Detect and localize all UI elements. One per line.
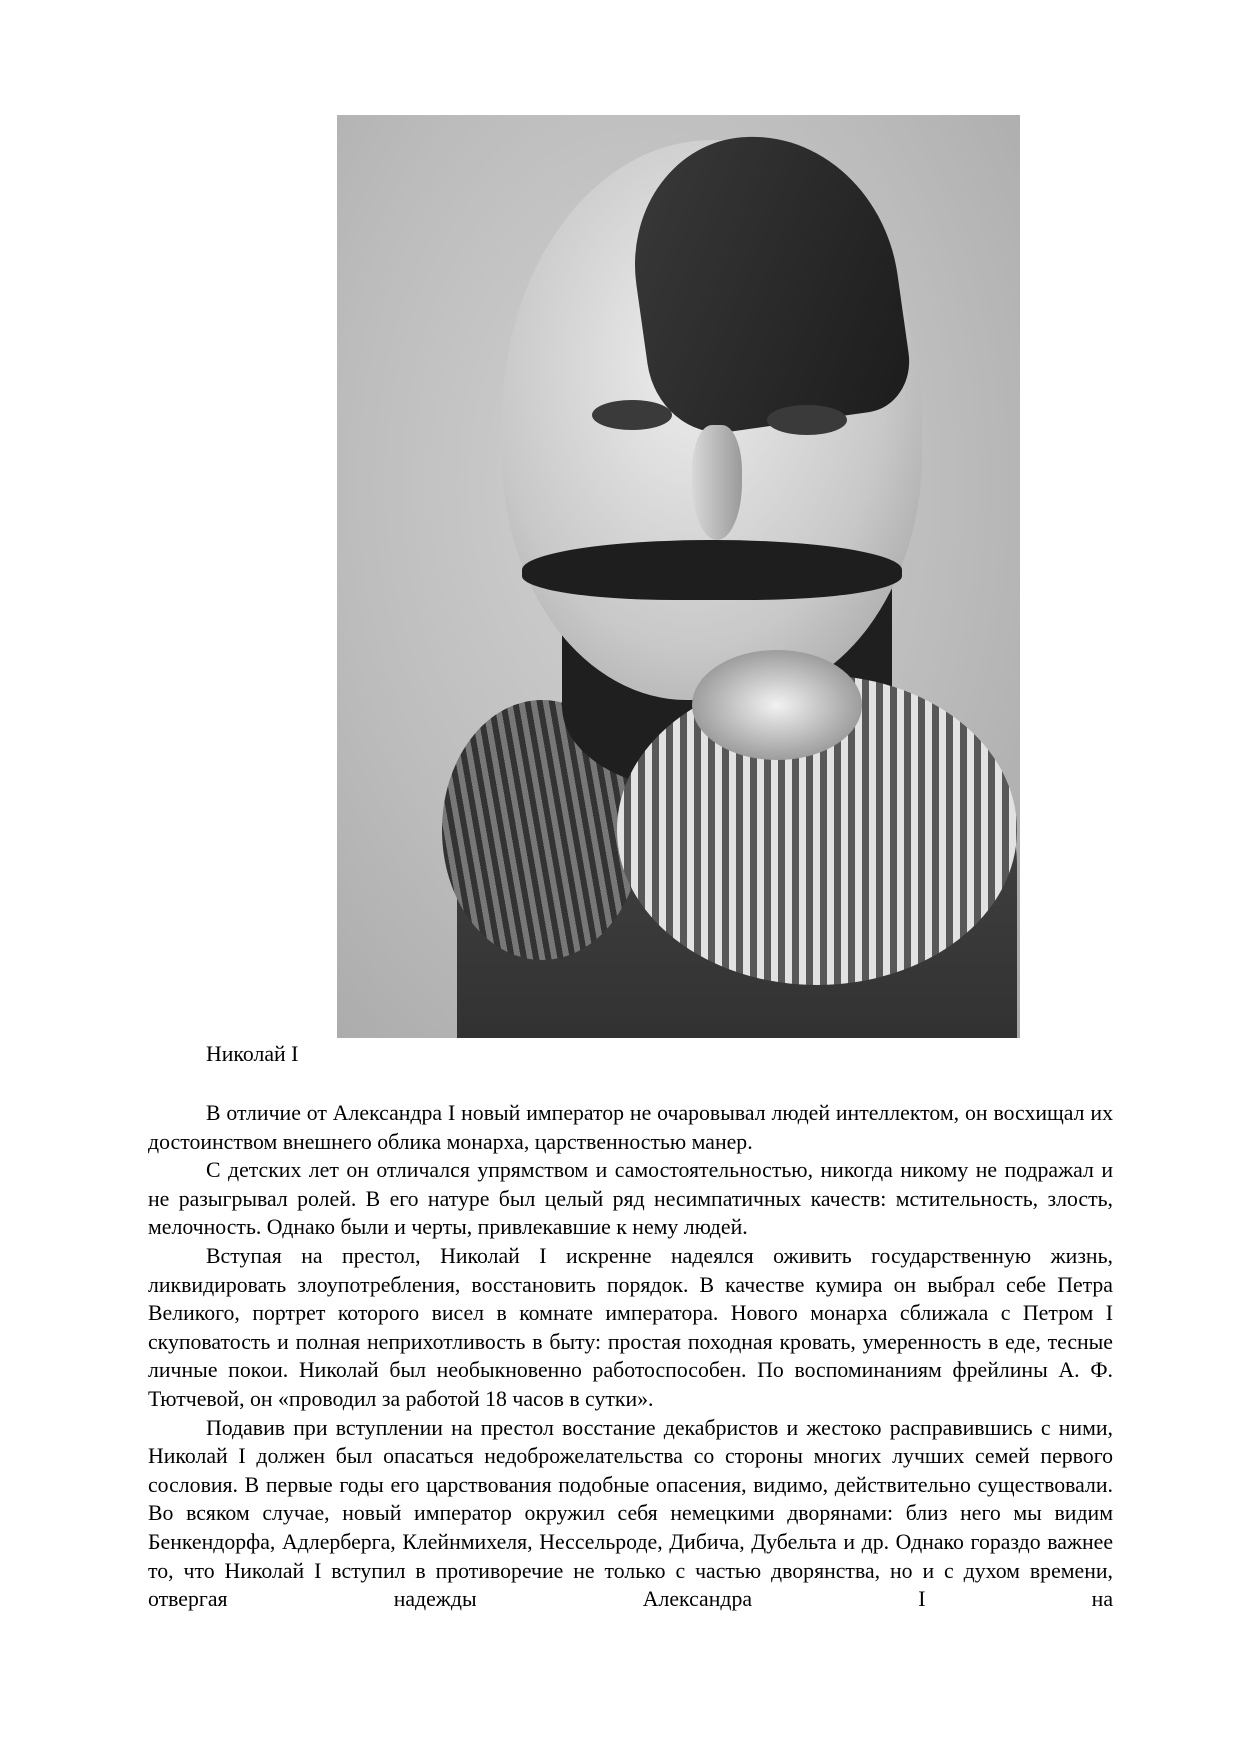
moustache-shape [522, 540, 902, 600]
paragraph-1: В отличие от Александра I новый император не очаровывал людей интеллектом, он восхищал их достоинством внешнего облика монарха, царственностью манер. [148, 1101, 1113, 1154]
nose-shape [692, 425, 742, 540]
body-text [148, 1099, 1113, 1614]
right-eye-shape [767, 405, 847, 435]
paragraph-2: С детских лет он отличался упрямством и самостоятельностью, никогда никому не подражал и не разыгрывал ролей. В его натуре был целый ряд несимпатичных качеств: мстительность, злость, мелочность. Однако были и черты, привлекавшие к нему людей. [148, 1158, 1113, 1240]
portrait-image [337, 115, 1020, 1038]
epaulette-boss-shape [692, 650, 862, 760]
figure-caption: Николай I [206, 1042, 299, 1066]
left-eye-shape [592, 400, 672, 430]
paragraph-4: Подавив при вступлении на престол восстание декабристов и жестоко расправившись с ними, Николай I должен был опасаться недоброжелательства со стороны многих лучших семей первого сословия. В первые годы его царствования подобные опасения, видимо, действительно существовали. Во всяком случае, новый император окружил себя немецкими дворянами: близ него мы видим Бенкендорфа, Адлерберга, Клейнмихеля, Нессельроде, Дибича, Дубельта и др. Однако гораздо важнее то, что Николай I вступил в противоречие не только с частью дворянства, но и с духом времени, отвергая надежды Александра I на [148, 1415, 1113, 1612]
paragraph-3: Вступая на престол, Николай I искренне надеялся оживить государственную жизнь, ликвидировать злоупотребления, восстановить порядок. В качестве кумира он выбрал себе Петра Великого, портрет которого висел в комнате императора. Нового монарха сближала с Петром I скуповатость и полная неприхотливость в быту: простая походная кровать, умеренность в еде, тесные личные покои. Николай был необыкновенно работоспособен. По воспоминаниям фрейлины А. Ф. Тютчевой, он «проводил за работой 18 часов в сутки». [148, 1243, 1113, 1411]
